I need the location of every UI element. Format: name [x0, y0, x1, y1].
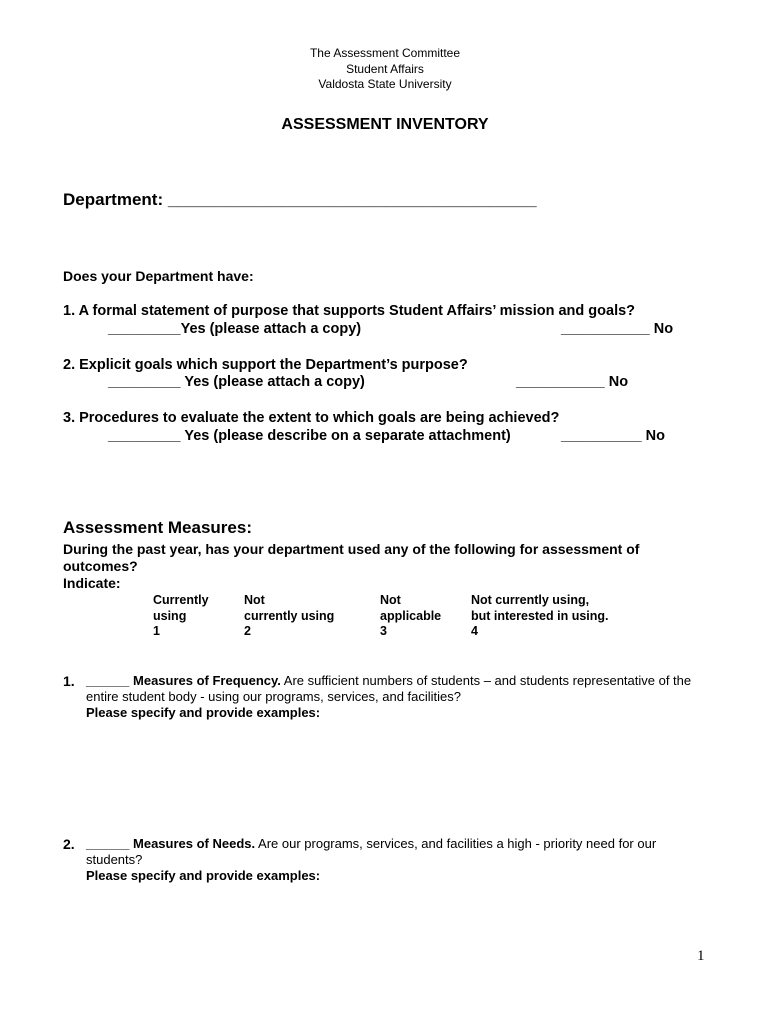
- item-1-name: Measures of Frequency.: [133, 673, 281, 688]
- scale-option-2: Not currently using 2: [244, 593, 335, 638]
- question-3-no[interactable]: __________ No: [561, 428, 665, 444]
- question-1: 1. A formal statement of purpose that supports Student Affairs’ mission and goals?: [63, 303, 636, 319]
- item-2-description: Are our programs, services, and facilities a high - priority need for our students?: [86, 836, 657, 867]
- question-2-no[interactable]: ___________ No: [516, 374, 629, 390]
- page-number: 1: [697, 948, 705, 964]
- item-1-number: 1.: [63, 673, 75, 689]
- question-3-yes[interactable]: _________ Yes (please describe on a separate attachment): [108, 428, 511, 444]
- indicate-label: Indicate:: [63, 575, 121, 591]
- item-1: [86, 673, 706, 721]
- header-university: Valdosta State University: [318, 77, 452, 91]
- question-3: 3. Procedures to evaluate the extent to which goals are being achieved?: [63, 410, 560, 426]
- item-2-name: Measures of Needs.: [133, 836, 256, 851]
- measures-intro-line2: outcomes?: [63, 558, 138, 574]
- item-2-blank[interactable]: ______: [86, 836, 130, 851]
- scale-option-4: Not currently using, but interested in using. 4: [471, 593, 609, 638]
- item-1-blank[interactable]: ______: [86, 673, 130, 688]
- scale-option-1: Currently using 1: [153, 593, 209, 638]
- item-2: [86, 836, 706, 884]
- question-intro: Does your Department have:: [63, 268, 254, 284]
- question-2: 2. Explicit goals which support the Department’s purpose?: [63, 357, 468, 373]
- header-division: Student Affairs: [346, 62, 424, 76]
- item-1-description: Are sufficient numbers of students – and students representative of the entire student body - using our programs, services, and facilities?: [86, 673, 692, 704]
- question-2-yes[interactable]: _________ Yes (please attach a copy): [108, 374, 365, 390]
- question-1-no[interactable]: ___________ No: [561, 321, 674, 337]
- header-committee: The Assessment Committee: [309, 46, 461, 60]
- item-1-specify: Please specify and provide examples:: [86, 705, 321, 720]
- document-title: ASSESSMENT INVENTORY: [281, 116, 489, 133]
- scale-option-3: Not applicable 3: [380, 593, 442, 638]
- measures-intro-line1: During the past year, has your department used any of the following for assessment of: [63, 541, 640, 557]
- measures-heading: Assessment Measures:: [63, 518, 252, 537]
- item-2-number: 2.: [63, 836, 75, 852]
- item-2-specify: Please specify and provide examples:: [86, 868, 321, 883]
- department-field[interactable]: Department: _______________________________________: [63, 190, 537, 209]
- question-1-yes[interactable]: _________Yes (please attach a copy): [108, 321, 362, 337]
